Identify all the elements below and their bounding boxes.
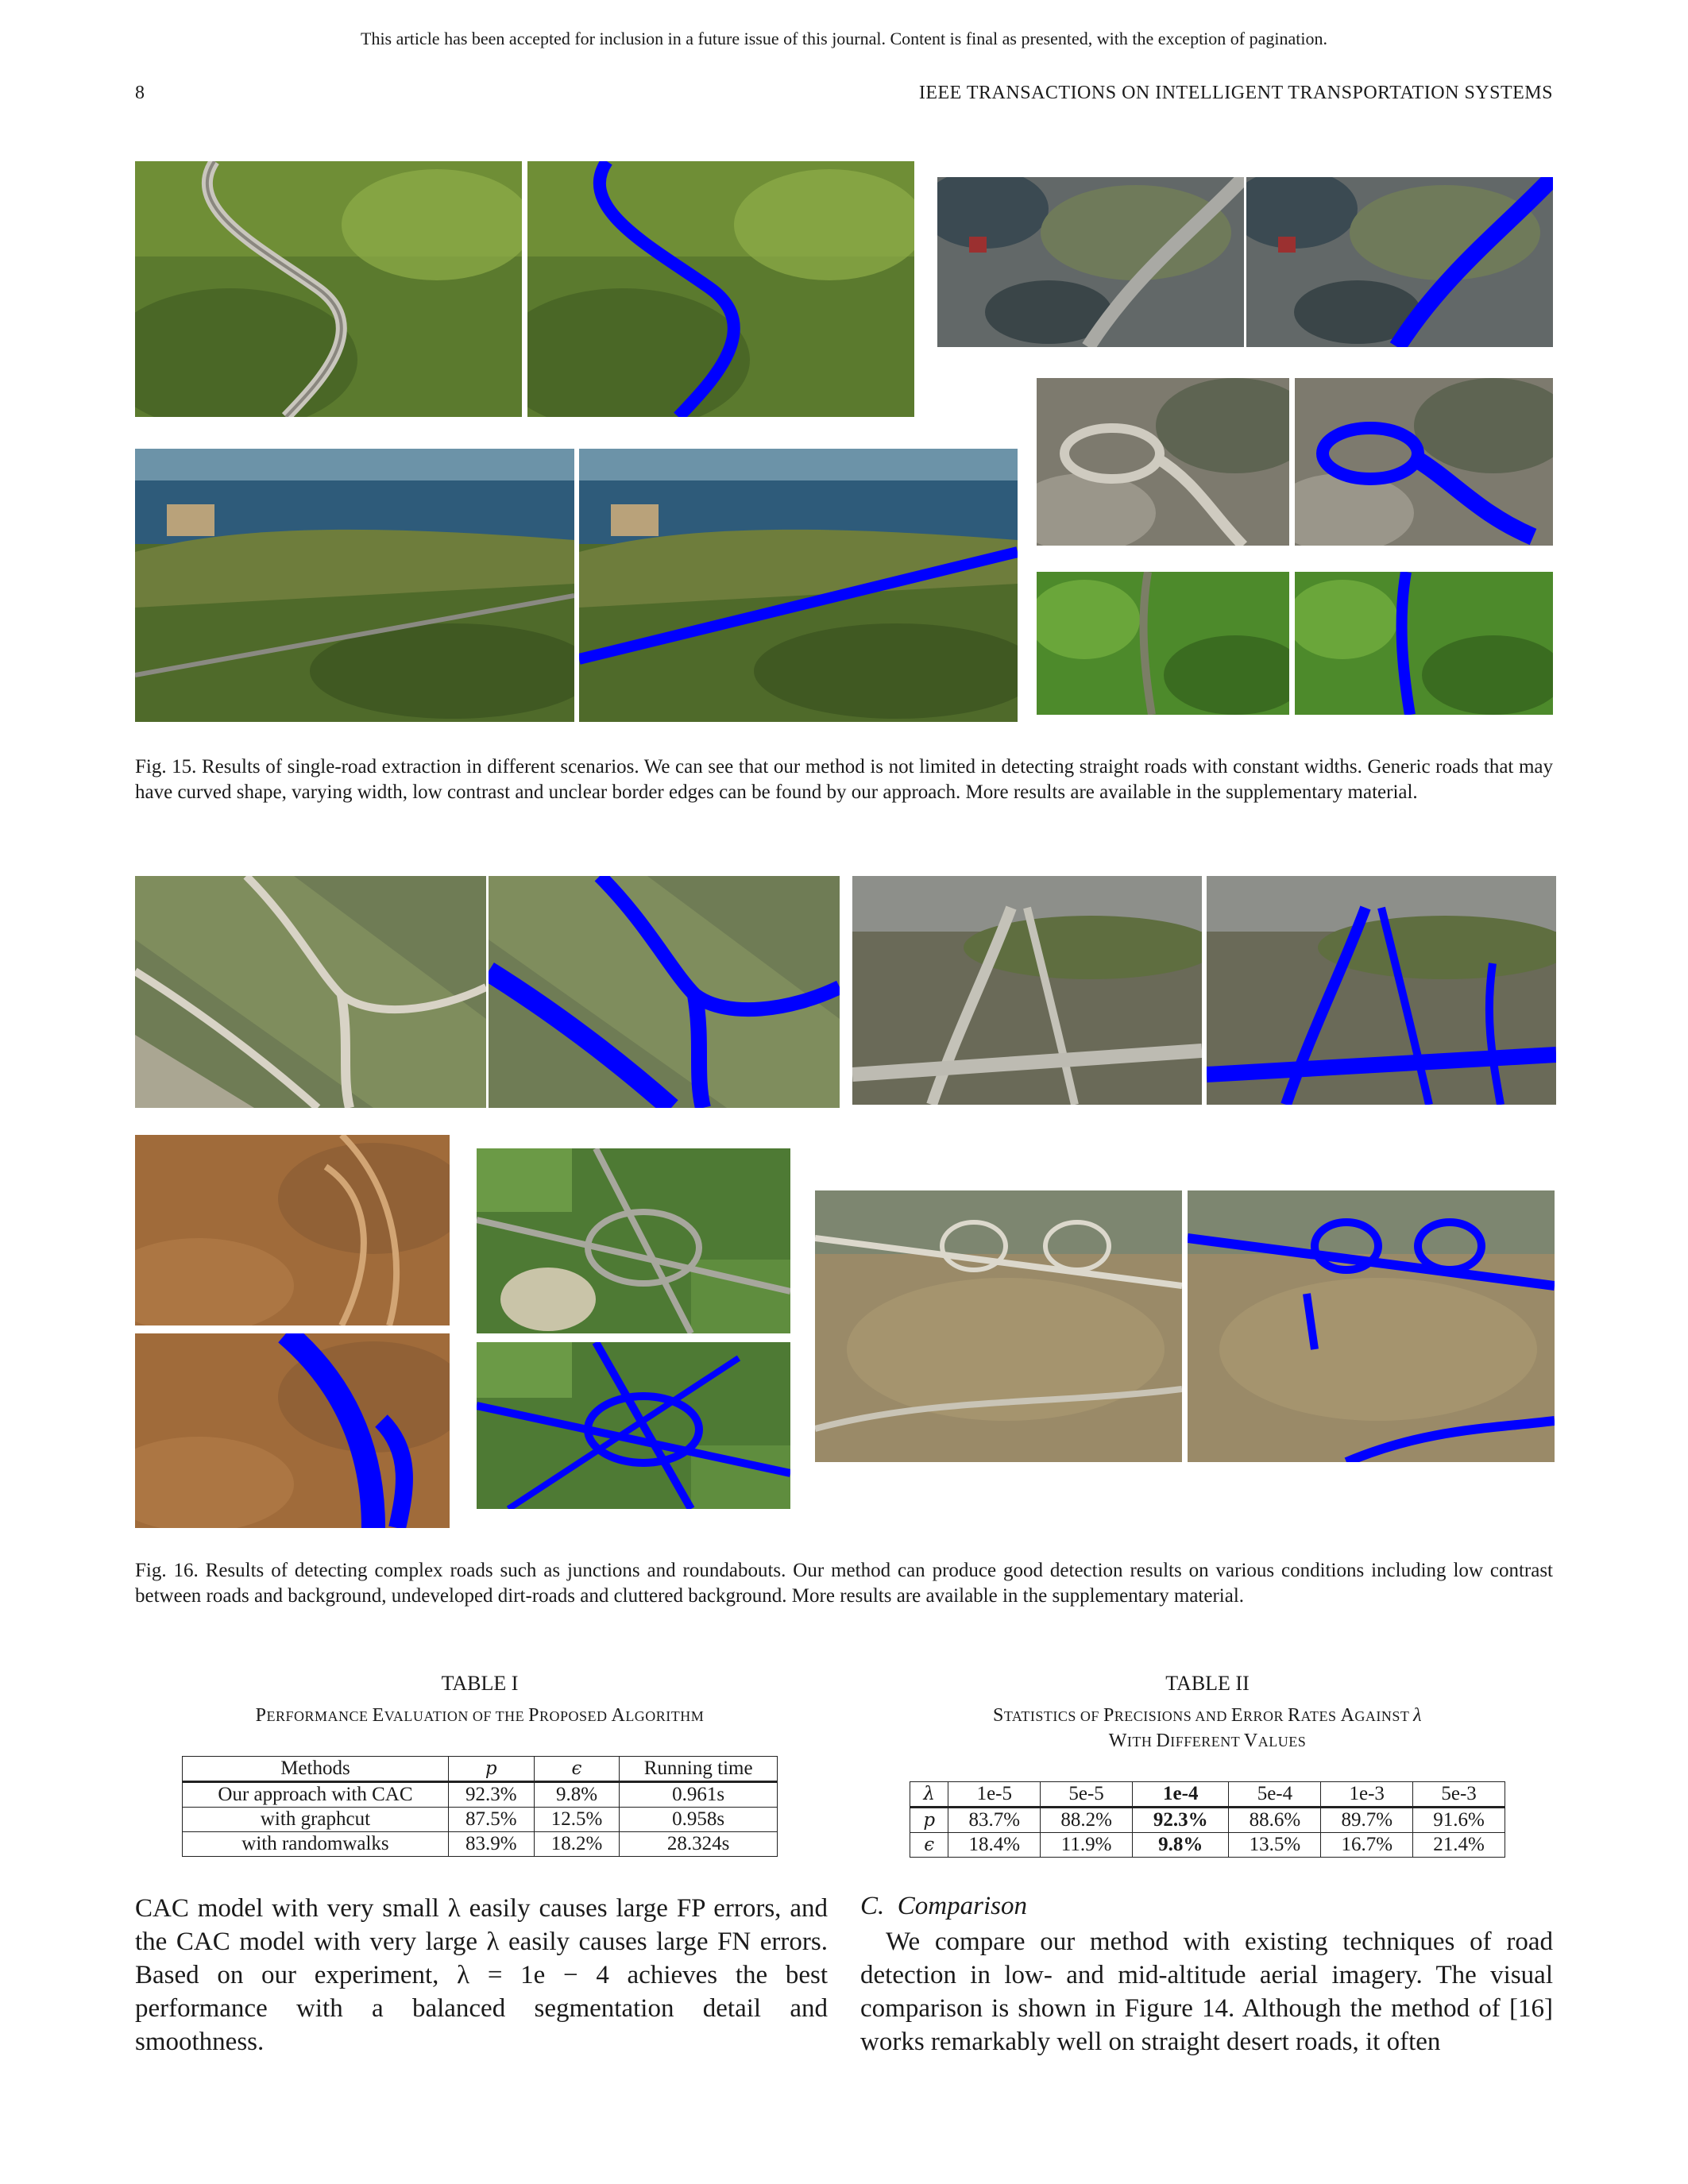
table-cell: 18.4% bbox=[948, 1833, 1041, 1858]
journal-name: IEEE TRANSACTIONS ON INTELLIGENT TRANSPORTATION SYSTEMS bbox=[918, 83, 1553, 103]
table-cell: with randomwalks bbox=[183, 1832, 449, 1857]
table-row bbox=[910, 1833, 1505, 1858]
table-row bbox=[183, 1832, 778, 1857]
table2-title: TABLE II bbox=[1165, 1672, 1250, 1695]
table-cell: 83.9% bbox=[448, 1832, 534, 1857]
table-cell: 18.2% bbox=[534, 1832, 620, 1857]
right-column-text: We compare our method with existing techniques of road detection in low- and mid-altitude aerial imagery. The visual comparison is shown in Figure 14. Although the method of [16] works remarkably well on straight desert roads, it often bbox=[860, 1927, 1553, 2056]
table-row bbox=[183, 1782, 778, 1808]
table-cell: 83.7% bbox=[948, 1808, 1041, 1833]
fig15-loop-original bbox=[1037, 378, 1289, 546]
fig16-interchange-segmented bbox=[1207, 876, 1556, 1105]
table-cell: 12.5% bbox=[534, 1808, 620, 1832]
fig15-forest-original bbox=[1037, 572, 1289, 715]
table-header-cell: 5e-5 bbox=[1041, 1782, 1133, 1808]
table-row bbox=[910, 1808, 1505, 1833]
fig16-dryland-original bbox=[815, 1190, 1182, 1462]
fig15-loop-segmented bbox=[1295, 378, 1553, 546]
fig16-dryland-segmented bbox=[1188, 1190, 1555, 1462]
fig16-hillside-original bbox=[135, 876, 486, 1108]
table-header-cell: 1e-5 bbox=[948, 1782, 1041, 1808]
table-header-cell: ϵ bbox=[534, 1757, 620, 1782]
table-cell: 9.8% bbox=[1133, 1833, 1229, 1858]
table1 bbox=[182, 1756, 778, 1857]
table-header-cell: 1e-4 bbox=[1133, 1782, 1229, 1808]
table-cell: with graphcut bbox=[183, 1808, 449, 1832]
fig16-roundabout-original bbox=[477, 1148, 790, 1333]
fig16-desert-segmented bbox=[135, 1333, 450, 1528]
table-header-cell: 5e-4 bbox=[1229, 1782, 1321, 1808]
table-cell: 28.324s bbox=[620, 1832, 778, 1857]
table-cell: 16.7% bbox=[1321, 1833, 1413, 1858]
acceptance-banner: This article has been accepted for inclusion in a future issue of this journal. Content is final as presented, with the exception of pagination. bbox=[361, 29, 1327, 48]
table-header-cell: λ bbox=[910, 1782, 948, 1808]
table-header-cell: Methods bbox=[183, 1757, 449, 1782]
table-cell: Our approach with CAC bbox=[183, 1782, 449, 1808]
table-cell: 0.961s bbox=[620, 1782, 778, 1808]
table-cell: 11.9% bbox=[1041, 1833, 1133, 1858]
table-header-cell: p bbox=[448, 1757, 534, 1782]
fig15-valley-original bbox=[135, 161, 522, 417]
fig15-caption: Fig. 15. Results of single-road extraction in different scenarios. We can see that our method is not limited in detecting straight roads with constant widths. Generic roads that may have curved shape, varying width, low contrast and unclear border edges can be found by our approach. More results are available in the supplementary material. bbox=[135, 756, 1553, 803]
fig15-forest-segmented bbox=[1295, 572, 1553, 715]
table-cell: p bbox=[910, 1808, 948, 1833]
table-header-row bbox=[910, 1782, 1505, 1808]
table-cell: 88.2% bbox=[1041, 1808, 1133, 1833]
fig15-coastline-segmented bbox=[579, 449, 1018, 722]
table-row bbox=[183, 1808, 778, 1832]
table-header-cell: 5e-3 bbox=[1413, 1782, 1505, 1808]
fig15-coastline-original bbox=[135, 449, 574, 722]
table-cell: 89.7% bbox=[1321, 1808, 1413, 1833]
table-cell: 92.3% bbox=[448, 1782, 534, 1808]
fig16-caption: Fig. 16. Results of detecting complex roads such as junctions and roundabouts. Our method can produce good detection results on various conditions including low contrast between roads and background, undeveloped dirt-roads and cluttered background. More results are available in the supplementary material. bbox=[135, 1560, 1553, 1607]
table-header-cell: 1e-3 bbox=[1321, 1782, 1413, 1808]
fig16-desert-original bbox=[135, 1135, 450, 1325]
fig15-coast-original bbox=[937, 177, 1244, 347]
fig16-interchange-original bbox=[852, 876, 1202, 1105]
fig15-valley-segmented bbox=[527, 161, 914, 417]
table-cell: 87.5% bbox=[448, 1808, 534, 1832]
fig16-hillside-segmented bbox=[489, 876, 840, 1108]
table2-subtitle: STATISTICS OF PRECISIONS AND ERROR RATES AGAINST λ WITH DIFFERENT VALUES bbox=[993, 1705, 1422, 1751]
table1-title: TABLE I bbox=[441, 1672, 519, 1695]
table-cell: 92.3% bbox=[1133, 1808, 1229, 1833]
table-cell: 9.8% bbox=[534, 1782, 620, 1808]
section-heading: C. Comparison bbox=[860, 1892, 1027, 1920]
table-header-row bbox=[183, 1757, 778, 1782]
table-cell: 0.958s bbox=[620, 1808, 778, 1832]
table-cell: 91.6% bbox=[1413, 1808, 1505, 1833]
table-cell: 21.4% bbox=[1413, 1833, 1505, 1858]
table2 bbox=[910, 1781, 1505, 1858]
page-number: 8 bbox=[135, 83, 145, 103]
table1-subtitle: PERFORMANCE EVALUATION OF THE PROPOSED ALGORITHM bbox=[255, 1705, 705, 1726]
table-cell: 88.6% bbox=[1229, 1808, 1321, 1833]
table-cell: ϵ bbox=[910, 1833, 948, 1858]
fig16-roundabout-segmented bbox=[477, 1342, 790, 1509]
table-header-cell: Running time bbox=[620, 1757, 778, 1782]
left-column-text: CAC model with very small λ easily causes large FP errors, and the CAC model with very large λ easily causes large FN errors. Based on our experiment, λ = 1e − 4 achieves the best performance with a balanced segmentation detail and smoothness. bbox=[135, 1894, 828, 2056]
table-cell: 13.5% bbox=[1229, 1833, 1321, 1858]
fig15-coast-segmented bbox=[1246, 177, 1553, 347]
